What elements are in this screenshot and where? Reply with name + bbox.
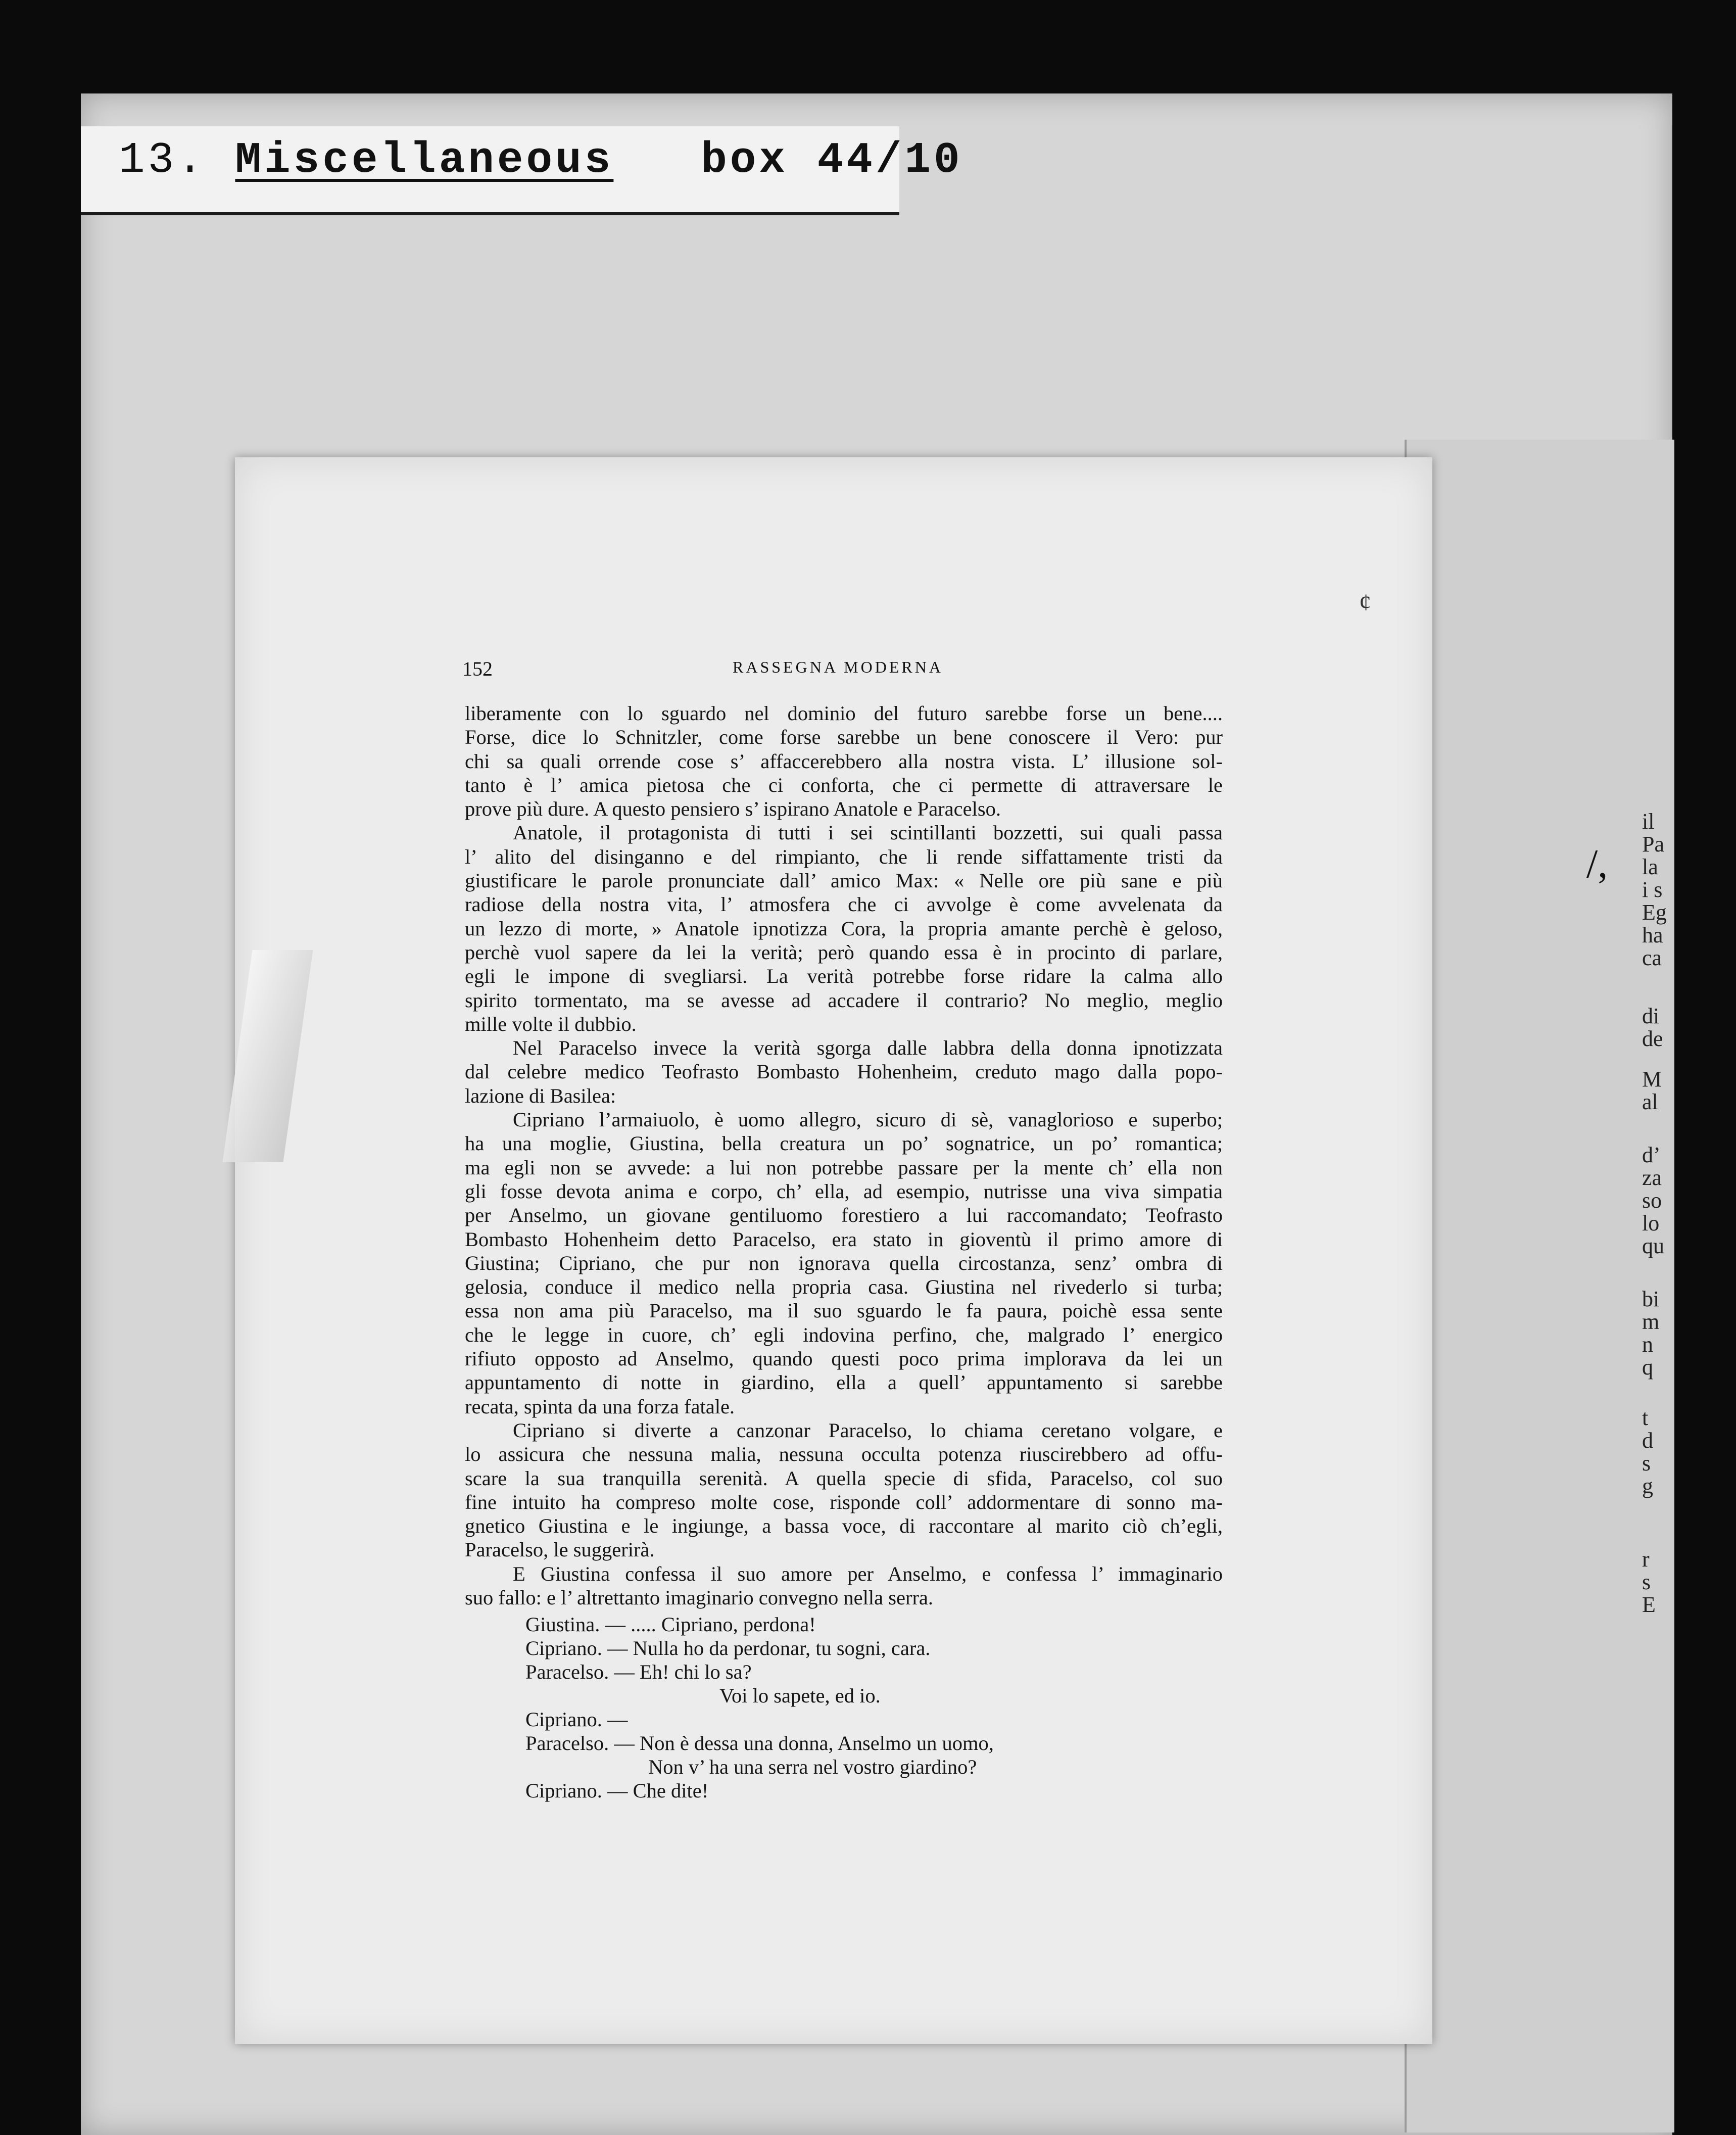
text-line: lo assicura che nessuna malia, nessuna occulta potenza riuscirebbero ad offu- [465, 1443, 1223, 1466]
text-line: per Anselmo, un giovane gentiluomo forestiero a lui raccomandato; Teofrasto [465, 1204, 1223, 1227]
background-text-fragment: t [1642, 1405, 1649, 1430]
label-category: Miscellaneous [235, 135, 614, 185]
background-text-fragment: bi [1642, 1287, 1660, 1311]
background-text-fragment: i s [1642, 877, 1663, 902]
background-text-fragment: E [1642, 1592, 1656, 1617]
text-line: gli fosse devota anima e corpo, ch’ ella, ad esempio, nutrisse una viva simpatia [465, 1179, 1223, 1203]
text-line: recata, spinta da una forza fatale. [465, 1395, 735, 1418]
dialogue-line: Paracelso. — Non è dessa una donna, Anselmo un uomo, [525, 1732, 994, 1755]
background-text-fragment: d’ [1642, 1143, 1661, 1167]
text-line: mille volte il dubbio. [465, 1012, 637, 1035]
text-line: chi sa quali orrende cose s’ affaccerebbero alla nostra vista. L’ illusione sol- [465, 749, 1223, 773]
text-line: gnetico Giustina e le ingiunge, a bassa voce, di raccontare al marito ciò ch’egli, [465, 1514, 1223, 1538]
text-line: Giustina; Cipriano, che pur non ignorava quella circostanza, senz’ ombra di [465, 1251, 1223, 1274]
dialogue-line: Cipriano. — Nulla ho da perdonar, tu sogni, cara. [525, 1637, 931, 1660]
background-sheet [1405, 440, 1674, 2132]
background-text-fragment: g [1642, 1474, 1653, 1498]
background-text-fragment: lo [1642, 1211, 1660, 1236]
background-text-fragment: qu [1642, 1233, 1664, 1258]
text-line: radiose della nostra vita, l’ atmosfera che ci avvolge è come avvelenata da [465, 893, 1223, 916]
text-line: egli le impone di svegliarsi. La verità potrebbe forse ridare la calma allo [465, 965, 1223, 988]
text-line: essa non ama più Paracelso, ma il suo sguardo le fa paura, poichè essa sente [465, 1299, 1223, 1322]
body-text [465, 701, 1223, 1609]
label-box: box 44/10 [701, 135, 963, 185]
background-text-fragment: s [1642, 1451, 1651, 1476]
background-text-fragment: la [1642, 855, 1658, 879]
text-line: Forse, dice lo Schnitzler, come forse sarebbe un bene conoscere il Vero: pur [465, 726, 1223, 749]
text-line: dal celebre medico Teofrasto Bombasto Hohenheim, creduto mago dalla popo- [465, 1060, 1223, 1083]
text-line: appuntamento di notte in giardino, ella a quell’ appuntamento si sarebbe [465, 1371, 1223, 1394]
text-line: lazione di Basilea: [465, 1084, 616, 1107]
dialogue-line: Giustina. — ..... Cipriano, perdona! [525, 1613, 816, 1636]
text-line: Paracelso, le suggerirà. [465, 1538, 655, 1561]
text-line: Bombasto Hohenheim detto Paracelso, era stato in gioventù il primo amore di [465, 1227, 1223, 1251]
background-text-fragment: za [1642, 1165, 1662, 1190]
text-line: Cipriano si diverte a canzonar Paracelso, lo chiama ceretano volgare, e [513, 1418, 1223, 1442]
dialogue-line: Cipriano. — Che dite! [525, 1779, 709, 1802]
text-line: scare la sua tranquilla serenità. A quella specie di sfida, Paracelso, col suo [465, 1466, 1223, 1490]
background-text-fragment: ca [1642, 945, 1662, 970]
background-text-fragment: M [1642, 1067, 1662, 1092]
text-line: ma egli non se avvede: a lui non potrebbe passare per la mente ch’ ella non [465, 1156, 1223, 1179]
background-text-fragment: Pa [1642, 832, 1664, 857]
background-text-fragment: d [1642, 1428, 1653, 1453]
background-text-fragment: n [1642, 1332, 1653, 1357]
label-number: 13. [119, 135, 206, 185]
text-line: un lezzo di morte, » Anatole ipnotizza Cora, la propria amante perchè è geloso, [465, 917, 1223, 940]
box-label [119, 135, 963, 185]
margin-pencil-mark: /, [1586, 842, 1608, 886]
text-line: perchè vuol sapere da lei la verità; però quando essa è in procinto di parlare, [465, 940, 1223, 964]
background-text-fragment: r [1642, 1547, 1650, 1572]
text-line: che le legge in cuore, ch’ egli indovina perfino, che, malgrado l’ energico [465, 1323, 1223, 1346]
running-title: RASSEGNA MODERNA [733, 658, 943, 676]
text-line: Nel Paracelso invece la verità sgorga dalle labbra della donna ipnotizzata [513, 1036, 1223, 1060]
text-line: fine intuito ha compreso molte cose, risponde coll’ addormentare di sonno ma- [465, 1490, 1223, 1513]
background-text-fragment: di [1642, 1004, 1660, 1028]
dialogue-line: Non v’ ha una serra nel vostro giardino? [525, 1756, 977, 1779]
background-text-fragment: il [1642, 809, 1655, 834]
text-line: spirito tormentato, ma se avesse ad accadere il contrario? No meglio, meglio [465, 988, 1223, 1012]
text-line: tanto è l’ amica pietosa che ci conforta, che ci permette di attraversare le [465, 773, 1223, 796]
background-text-fragment: al [1642, 1089, 1658, 1114]
pencil-mark: ȼ [1359, 589, 1371, 616]
text-line: liberamente con lo sguardo nel dominio del futuro sarebbe forse un bene.... [465, 702, 1223, 725]
background-text-fragment: ha [1642, 923, 1663, 947]
background-text-fragment: q [1642, 1355, 1653, 1380]
dialogue-line: Cipriano. — [525, 1708, 628, 1731]
background-text-fragment: s [1642, 1570, 1651, 1594]
dialogue-line: Voi lo sapete, ed io. [525, 1684, 881, 1707]
dialogue-line: Paracelso. — Eh! chi lo sa? [525, 1660, 752, 1684]
text-line: ha una moglie, Giustina, bella creatura un po’ sognatrice, un po’ romantica; [465, 1132, 1223, 1155]
text-line: Anatole, il protagonista di tutti i sei scintillanti bozzetti, sui quali passa [513, 821, 1223, 844]
text-line: E Giustina confessa il suo amore per Anselmo, e confessa l’ immaginario [513, 1562, 1223, 1585]
text-line: gelosia, conduce il medico nella propria casa. Giustina nel rivederlo si turba; [465, 1275, 1223, 1299]
text-line: prove più dure. A questo pensiero s’ ispirano Anatole e Paracelso. [465, 797, 1001, 821]
text-line: rifiuto opposto ad Anselmo, quando questi poco prima implorava da lei un [465, 1347, 1223, 1370]
text-line: giustificare le parole pronunciate dall’ amico Max: « Nelle ore più sane e più [465, 869, 1223, 892]
background-text-fragment: Eg [1642, 900, 1667, 925]
text-line: Cipriano l’armaiuolo, è uomo allegro, sicuro di sè, vanaglorioso e superbo; [513, 1108, 1223, 1131]
page-number: 152 [462, 657, 493, 680]
background-text-fragment: m [1642, 1309, 1660, 1334]
text-line: suo fallo: e l’ altrettanto imaginario convegno nella serra. [465, 1586, 934, 1609]
text-line: l’ alito del disinganno e del rimpianto, che li rende siffattamente tristi da [465, 845, 1223, 868]
background-text-fragment: de [1642, 1026, 1663, 1051]
background-text-fragment: so [1642, 1188, 1662, 1213]
